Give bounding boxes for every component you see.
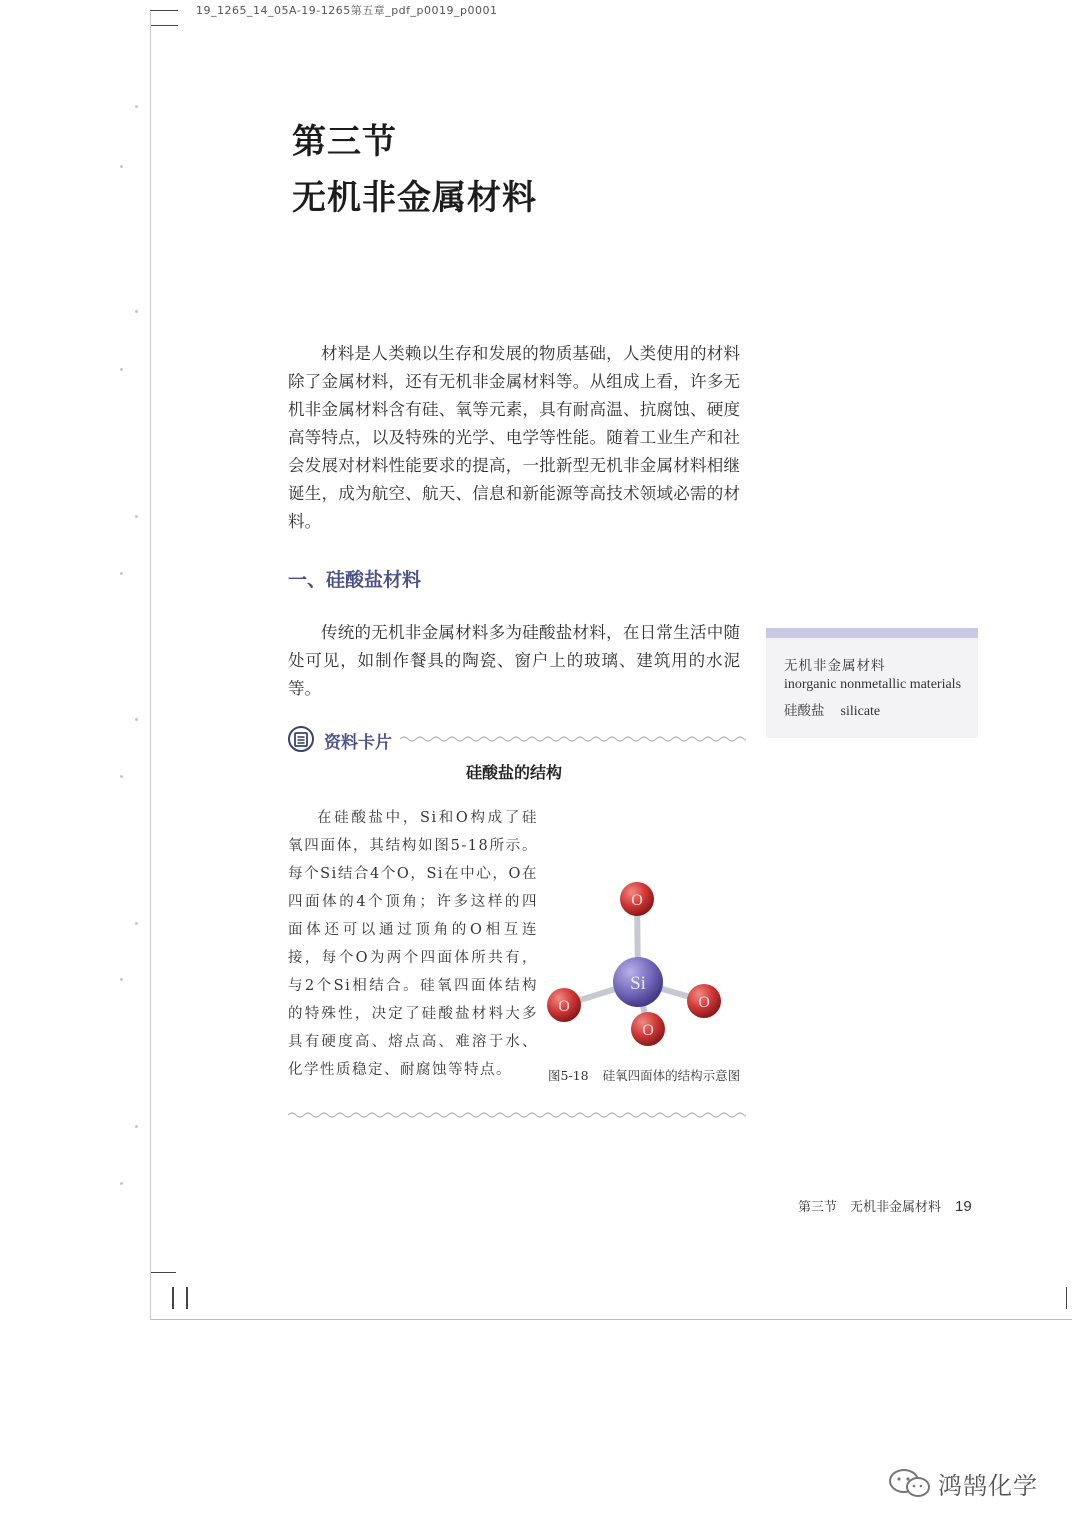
figure-caption-text: 硅氧四面体的结构示意图 bbox=[602, 1068, 741, 1083]
wechat-icon bbox=[888, 1468, 932, 1498]
subsection-paragraph: 传统的无机非金属材料多为硅酸盐材料，在日常生活中随处可见，如制作餐具的陶瓷、窗户上的玻璃、建筑用的水泥等。 bbox=[288, 623, 740, 698]
data-card-paragraph: 在硅酸盐中，Si和O构成了硅氧四面体，其结构如图5-18所示。每个Si结合4个O，Si在中心，O在四面体的4个顶角；许多这样的四面体还可以通过顶角的O相互连接，每个O为两个四面体所共有，与2个Si相结合。硅氧四面体结构的特殊性，决定了硅酸盐材料大多具有硬度高、熔点高、难溶于水、化学性质稳定、耐腐蚀等特点。 bbox=[288, 810, 538, 1078]
binding-hole bbox=[135, 718, 138, 721]
section-number-title: 第三节 bbox=[292, 122, 397, 162]
crop-mark-bottom bbox=[150, 1272, 176, 1273]
binding-hole bbox=[135, 105, 138, 108]
intro-block bbox=[288, 340, 740, 536]
oxygen-atom-right bbox=[687, 984, 721, 1018]
binding-hole bbox=[120, 368, 123, 371]
crop-mark-top-2 bbox=[150, 25, 178, 26]
svg-text:O: O bbox=[631, 892, 643, 909]
glossary-term-en: inorganic nonmetallic materials bbox=[784, 677, 962, 692]
svg-text:O: O bbox=[642, 1022, 654, 1039]
binding-hole bbox=[120, 1182, 123, 1185]
wavy-divider-top bbox=[400, 734, 746, 744]
subsection-heading: 一、硅酸盐材料 bbox=[288, 569, 422, 591]
watermark-text: 鸿鹄化学 bbox=[938, 1472, 1038, 1500]
footer-chapter: 第三节 无机非金属材料 bbox=[798, 1200, 942, 1215]
silicon-atom bbox=[613, 957, 663, 1007]
crop-mark-top bbox=[150, 10, 178, 11]
binding-hole bbox=[120, 572, 123, 575]
binding-hole bbox=[135, 310, 138, 313]
crop-mark-bottom-2 bbox=[172, 1287, 174, 1309]
page-edge-bottom bbox=[150, 1319, 1072, 1320]
glossary-sidebar bbox=[766, 628, 978, 738]
oxygen-atom-top bbox=[620, 882, 654, 916]
data-card-icon bbox=[287, 725, 315, 753]
section-title: 无机非金属材料 bbox=[292, 178, 537, 218]
binding-hole bbox=[135, 922, 138, 925]
wavy-divider-bottom bbox=[288, 1110, 746, 1120]
binding-hole bbox=[120, 978, 123, 981]
data-card-label: 资料卡片 bbox=[324, 733, 392, 753]
page-footer bbox=[798, 1196, 972, 1215]
data-card-body bbox=[288, 804, 538, 1084]
intro-paragraph: 材料是人类赖以生存和发展的物质基础，人类使用的材料除了金属材料，还有无机非金属材料等。从组成上看，许多无机非金属材料含有硅、氧等元素，具有耐高温、抗腐蚀、硬度高等特点，以及特殊的光学、电学等性能。随着工业生产和社会发展对材料性能要求的提高，一批新型无机非金属材料相继诞生，成为航空、航天、信息和新能源等高技术领域必需的材料。 bbox=[288, 344, 740, 531]
figure-caption bbox=[548, 1066, 740, 1084]
watermark bbox=[888, 1466, 1058, 1500]
page-edge-left bbox=[150, 12, 151, 1320]
crop-mark-bottom-3 bbox=[186, 1287, 188, 1309]
glossary-color-bar bbox=[766, 628, 978, 638]
glossary-term-en: silicate bbox=[840, 704, 881, 719]
oxygen-atom-front bbox=[631, 1012, 665, 1046]
figure-number: 图5-18 bbox=[548, 1068, 589, 1083]
page-number: 19 bbox=[955, 1198, 972, 1215]
subsection-body bbox=[288, 619, 740, 703]
binding-hole bbox=[120, 775, 123, 778]
svg-text:O: O bbox=[558, 998, 570, 1015]
glossary-term-zh: 硅酸盐 bbox=[784, 703, 825, 719]
glossary-term-2 bbox=[784, 699, 880, 720]
silicon-oxygen-tetrahedron-figure bbox=[540, 875, 740, 1055]
scan-header-label: 19_1265_14_05A-19-1265第五章_pdf_p0019_p0001 bbox=[196, 4, 498, 17]
binding-hole bbox=[120, 165, 123, 168]
oxygen-atom-left bbox=[547, 988, 581, 1022]
svg-text:Si: Si bbox=[630, 973, 646, 994]
binding-hole bbox=[135, 515, 138, 518]
glossary-term-zh: 无机非金属材料 bbox=[784, 658, 886, 674]
svg-text:O: O bbox=[698, 994, 710, 1011]
crop-mark-right bbox=[1066, 1287, 1067, 1309]
data-card-title: 硅酸盐的结构 bbox=[465, 763, 562, 782]
binding-hole bbox=[135, 1125, 138, 1128]
